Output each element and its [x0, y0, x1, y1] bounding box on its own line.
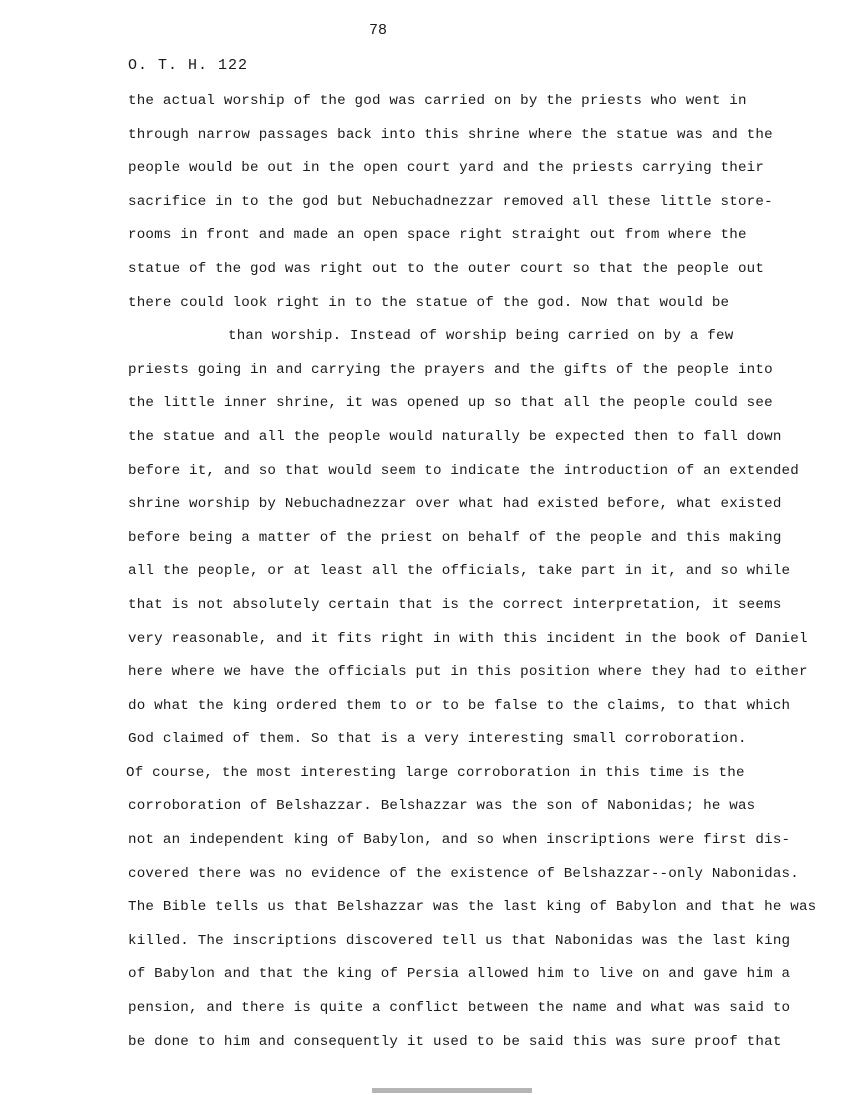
text-line: here where we have the officials put in this position where they had to either: [128, 664, 808, 681]
text-line: the little inner shrine, it was opened up so that all the people could see: [128, 395, 773, 412]
text-line: through narrow passages back into this shrine where the statue was and the: [128, 126, 773, 143]
text-line: pension, and there is quite a conflict between the name and what was said to: [128, 1000, 791, 1017]
text-line: people would be out in the open court yard and the priests carrying their: [128, 160, 765, 177]
body-text: [128, 89, 818, 1063]
scan-artifact: [372, 1088, 532, 1093]
text-line: than worship. Instead of worship being carried on by a few: [228, 328, 734, 345]
text-line: before being a matter of the priest on behalf of the people and this making: [128, 529, 782, 546]
text-line: that is not absolutely certain that is the correct interpretation, it seems: [128, 596, 782, 613]
text-line: God claimed of them. So that is a very interesting small corroboration.: [128, 731, 747, 748]
text-line: sacrifice in to the god but Nebuchadnezzar removed all these little store-: [128, 193, 773, 210]
text-line: not an independent king of Babylon, and so when inscriptions were first dis-: [128, 832, 791, 849]
text-line: rooms in front and made an open space right straight out from where the: [128, 227, 747, 244]
text-line: covered there was no evidence of the existence of Belshazzar--only Nabonidas.: [128, 865, 799, 882]
text-line: all the people, or at least all the officials, take part in it, and so while: [128, 563, 791, 580]
page-number: 78: [368, 22, 387, 39]
text-line: The Bible tells us that Belshazzar was the last king of Babylon and that he was: [128, 899, 817, 916]
text-line: statue of the god was right out to the outer court so that the people out: [128, 260, 765, 277]
text-line: killed. The inscriptions discovered tell us that Nabonidas was the last king: [128, 932, 791, 949]
text-line: Of course, the most interesting large corroboration in this time is the: [126, 764, 745, 781]
text-line: be done to him and consequently it used to be said this was sure proof that: [128, 1033, 782, 1050]
text-line: before it, and so that would seem to indicate the introduction of an extended: [128, 462, 799, 479]
document-reference: O. T. H. 122: [128, 57, 249, 74]
text-line: very reasonable, and it fits right in with this incident in the book of Daniel: [128, 630, 808, 647]
text-line: do what the king ordered them to or to be false to the claims, to that which: [128, 697, 791, 714]
text-line: of Babylon and that the king of Persia allowed him to live on and gave him a: [128, 966, 791, 983]
text-line: the actual worship of the god was carried on by the priests who went in: [128, 93, 747, 109]
text-line: corroboration of Belshazzar. Belshazzar was the son of Nabonidas; he was: [128, 798, 756, 815]
text-line: there could look right in to the statue of the god. Now that would be: [128, 294, 730, 311]
text-line: the statue and all the people would naturally be expected then to fall down: [128, 428, 782, 445]
text-line: priests going in and carrying the prayers and the gifts of the people into: [128, 361, 773, 378]
text-line: shrine worship by Nebuchadnezzar over what had existed before, what existed: [128, 496, 782, 513]
